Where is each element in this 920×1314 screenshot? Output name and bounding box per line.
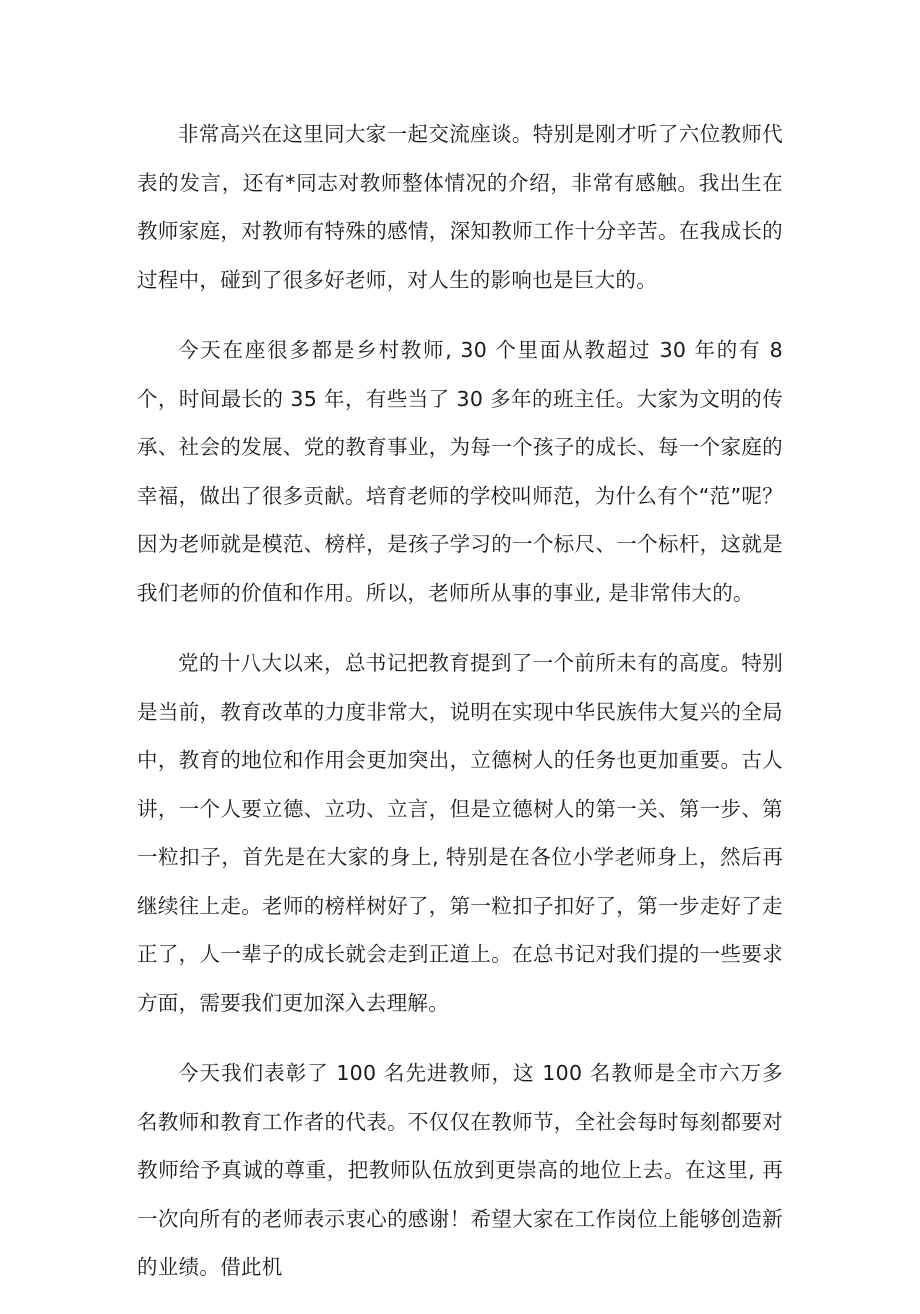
paragraph-1: 非常高兴在这里同大家一起交流座谈。特别是刚才听了六位教师代表的发言，还有*同志对教师整体情况的介绍，非常有感触。我出生在教师家庭，对教师有特殊的感情，深知教师工作十分辛苦。在我成长的过程中，碰到了很多好老师，对人生的影响也是巨大的。: [137, 122, 783, 292]
paragraph-2: 今天在座很多都是乡村教师, 30 个里面从教超过 30 年的有 8 个，时间最长的 35 年，有些当了 30 多年的班主任。大家为文明的传承、社会的发展、党的教育事业，为每一个孩子的成长、每一个家庭的幸福，做出了很多贡献。培育老师的学校叫师范，为什么有个“范”呢？因为老师就是模范、榜样，是孩子学习的一个标尺、一个标杆，这就是我们老师的价值和作用。所以，老师所从事的事业, 是非常伟大的。: [137, 338, 783, 605]
paragraph-4: 今天我们表彰了 100 名先进教师，这 100 名教师是全市六万多名教师和教育工作者的代表。不仅仅在教师节，全社会每时每刻都要对教师给予真诚的尊重，把教师队伍放到更崇高的地位上去。在这里, 再一次向所有的老师表示衷心的感谢！希望大家在工作岗位上能够创造新的业绩。借此机: [137, 1061, 783, 1279]
document-page: [137, 110, 783, 1314]
paragraph-3: 党的十八大以来，总书记把教育提到了一个前所未有的高度。特别是当前，教育改革的力度非常大，说明在实现中华民族伟大复兴的全局中，教育的地位和作用会更加突出，立德树人的任务也更加重要。古人讲，一个人要立德、立功、立言，但是立德树人的第一关、第一步、第一粒扣子，首先是在大家的身上, 特别是在各位小学老师身上，然后再继续往上走。老师的榜样树好了，第一粒扣子扣好了，第一步走好了走正了，人一辈子的成长就会走到正道上。在总书记对我们提的一些要求方面，需要我们更加深入去理解。: [137, 651, 783, 1015]
